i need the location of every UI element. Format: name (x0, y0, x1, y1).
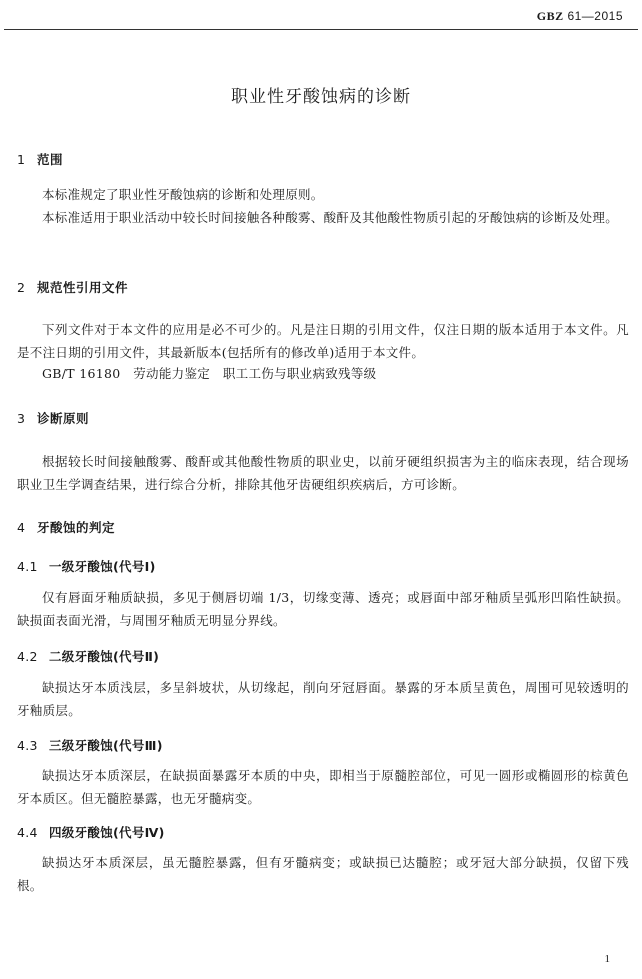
subsection-4-3-heading (17, 736, 163, 754)
section-3-paragraph-1: 根据较长时间接触酸雾、酸酐或其他酸性物质的职业史，以前牙硬组织损害为主的临床表现，结合现场职业卫生学调查结果，进行综合分析，排除其他牙齿硬组织疾病后，方可诊断。 (17, 454, 629, 492)
section-2-paragraph-1: 下列文件对于本文件的应用是必不可少的。凡是注日期的引用文件，仅注日期的版本适用于本文件。凡是不注日期的引用文件，其最新版本(包括所有的修改单)适用于本文件。 (17, 322, 629, 360)
subsection-4-2-heading (17, 647, 159, 665)
subsection-title: 三级牙酸蚀(代号Ⅲ) (49, 738, 163, 753)
section-number: 2 (17, 280, 26, 295)
section-title: 诊断原则 (37, 411, 90, 426)
section-number: 1 (17, 152, 26, 167)
subsection-4-1-paragraph: 仅有唇面牙釉质缺损，多见于侧唇切端 1/3，切缘变薄、透亮；或唇面中部牙釉质呈弧形凹陷性缺损。缺损面表面光滑，与周围牙釉质无明显分界线。 (17, 590, 629, 628)
subsection-title: 二级牙酸蚀(代号Ⅱ) (49, 649, 160, 664)
subsection-number: 4.2 (17, 649, 38, 664)
section-2-heading (17, 278, 128, 296)
standard-code (537, 9, 623, 24)
section-4-heading (17, 518, 115, 536)
subsection-4-4-paragraph: 缺损达牙本质深层，虽无髓腔暴露，但有牙髓病变；或缺损已达髓腔；或牙冠大部分缺损，仅留下残根。 (17, 855, 629, 893)
standard-prefix: GBZ (536, 9, 564, 23)
subsection-4-3-paragraph: 缺损达牙本质深层，在缺损面暴露牙本质的中央，即相当于原髓腔部位，可见一圆形或椭圆形的棕黄色牙本质区。但无髓腔暴露，也无牙髓病变。 (17, 768, 629, 806)
section-1-paragraph-2: 本标准适用于职业活动中较长时间接触各种酸雾、酸酐及其他酸性物质引起的牙酸蚀病的诊断及处理。 (42, 210, 619, 225)
subsection-4-1-heading (17, 557, 156, 575)
section-2-reference: GB/T 16180 劳动能力鉴定 职工工伤与职业病致残等级 (42, 366, 377, 381)
section-1-heading (17, 150, 63, 168)
document-title: 职业性牙酸蚀病的诊断 (231, 87, 411, 107)
subsection-number: 4.3 (17, 738, 38, 753)
subsection-title: 一级牙酸蚀(代号Ⅰ) (49, 559, 156, 574)
section-3-heading (17, 409, 89, 427)
header-rule (4, 29, 638, 30)
section-number: 4 (17, 520, 26, 535)
section-title: 牙酸蚀的判定 (37, 520, 116, 535)
page-number: 1 (604, 953, 610, 965)
section-title: 规范性引用文件 (37, 280, 129, 295)
section-number: 3 (17, 411, 26, 426)
subsection-number: 4.4 (17, 825, 38, 840)
section-title: 范围 (37, 152, 64, 167)
subsection-title: 四级牙酸蚀(代号Ⅳ) (49, 825, 165, 840)
subsection-4-2-paragraph: 缺损达牙本质浅层，多呈斜坡状，从切缘起，削向牙冠唇面。暴露的牙本质呈黄色，周围可见较透明的牙釉质层。 (17, 680, 629, 718)
section-1-paragraph-1: 本标准规定了职业性牙酸蚀病的诊断和处理原则。 (42, 187, 324, 202)
subsection-4-4-heading (17, 823, 165, 841)
subsection-number: 4.1 (17, 559, 38, 574)
standard-number: 61—2015 (567, 9, 623, 23)
